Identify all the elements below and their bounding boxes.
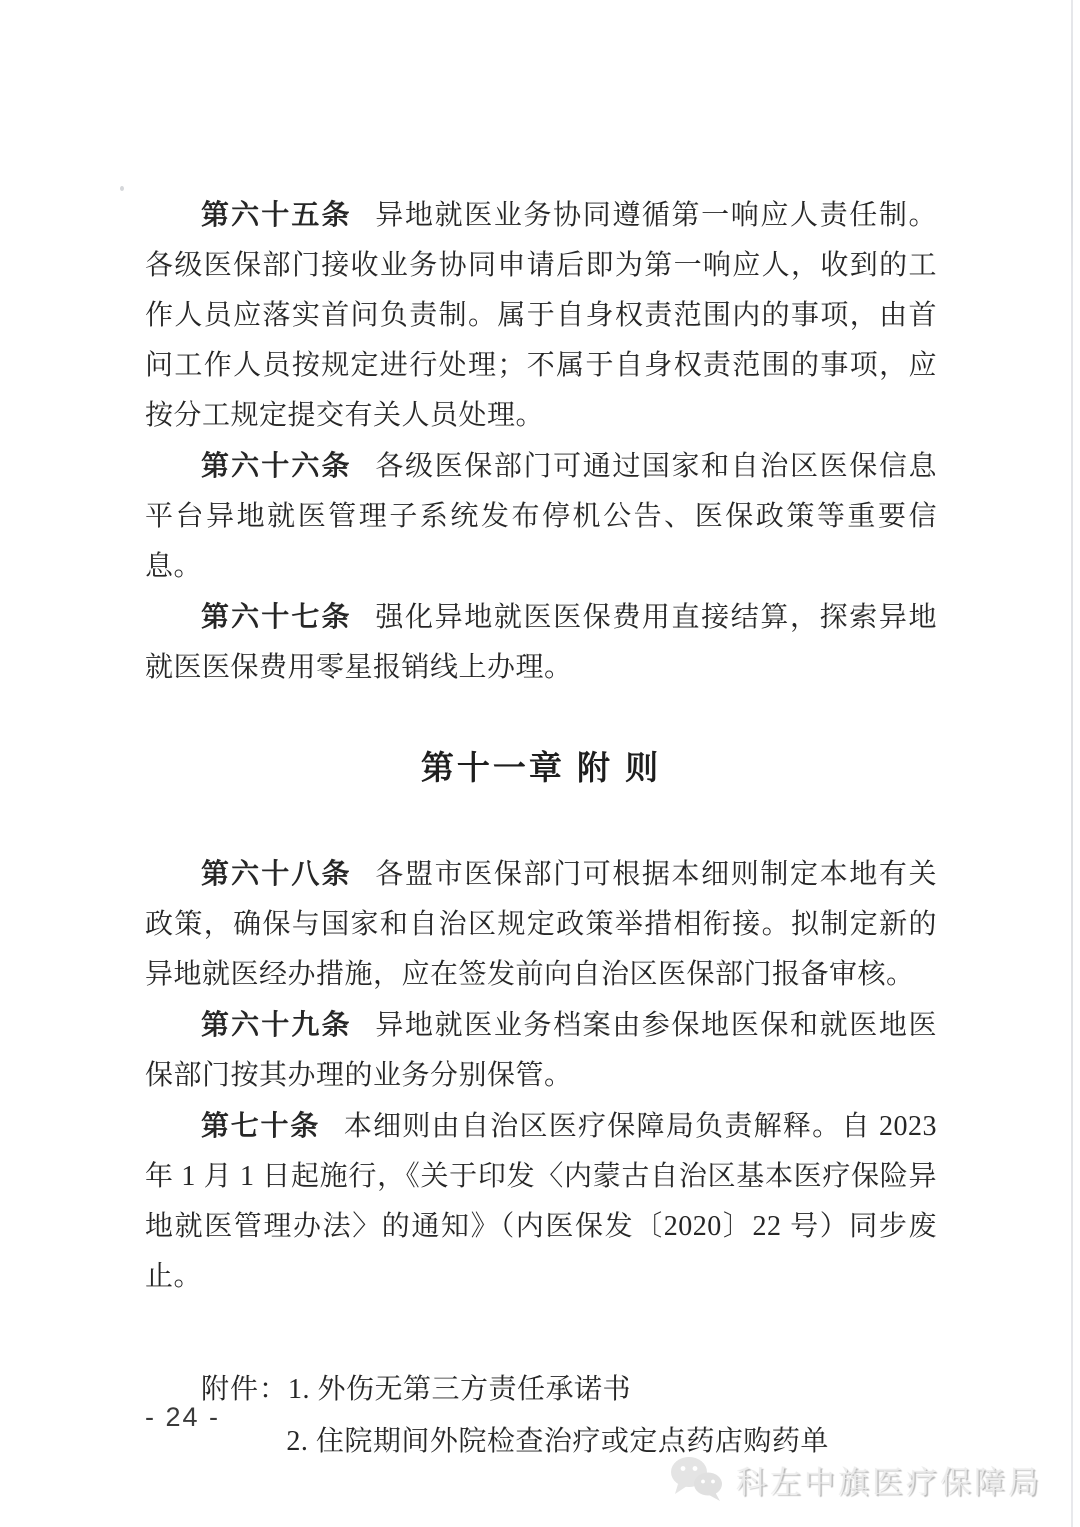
- article-paragraph-67: [145, 592, 937, 693]
- page-number: - 24 -: [145, 1402, 221, 1432]
- article-paragraph-69: [145, 1000, 937, 1101]
- scan-noise-speck: [120, 186, 124, 191]
- attachment-line: [201, 1364, 937, 1416]
- article-number: 第六十五条: [201, 199, 352, 230]
- article-text: 各级医保部门可通过国家和自治区医保信息平台异地就医管理子系统发布停机公告、医保政策等重要信息。: [145, 451, 937, 582]
- chapter-heading: 第十一章 附 则: [420, 749, 662, 786]
- article-text: 强化异地就医医保费用直接结算，探索异地就医医保费用零星报销线上办理。: [145, 602, 937, 683]
- article-paragraph-65: [145, 190, 937, 441]
- article-paragraph-68: [145, 849, 937, 1000]
- attachments-label: 附件：: [201, 1374, 289, 1405]
- article-number: 第六十八条: [201, 858, 352, 889]
- document-body: [145, 190, 937, 1468]
- article-text: 异地就医业务档案由参保地医保和就医地医保部门按其办理的业务分别保管。: [145, 1010, 937, 1091]
- article-paragraph-70: [145, 1101, 937, 1302]
- attachment-item-1: 1. 外伤无第三方责任承诺书: [288, 1374, 632, 1405]
- wechat-icon: [668, 1454, 726, 1504]
- attachment-item-2: 2. 住院期间外院检查治疗或定点药店购药单: [286, 1426, 829, 1457]
- watermark: [668, 1454, 1042, 1504]
- article-number: 第七十条: [201, 1110, 321, 1141]
- article-text: 异地就医业务协同遵循第一响应人责任制。各级医保部门接收业务协同申请后即为第一响应人，收到的工作人员应落实首问负责制。属于自身权责范围内的事项，由首问工作人员按规定进行处理；不属于自身权责范围的事项，应按分工规定提交有关人员处理。: [145, 200, 937, 431]
- article-text: 各盟市医保部门可根据本细则制定本地有关政策，确保与国家和自治区规定政策举措相衔接。拟制定新的异地就医经办措施，应在签发前向自治区医保部门报备审核。: [145, 859, 937, 990]
- article-paragraph-66: [145, 441, 937, 592]
- article-number: 第六十六条: [201, 450, 352, 481]
- attachments-block: [201, 1364, 937, 1468]
- article-number: 第六十七条: [201, 601, 352, 632]
- watermark-text: 科左中旗医疗保障局: [736, 1464, 1042, 1500]
- article-text: 本细则由自治区医疗保障局负责解释。自 2023 年 1 月 1 日起施行，《关于印发〈内蒙古自治区基本医疗保险异地就医管理办法〉的通知》（内医保发〔2020〕22 号）同步废止。: [145, 1111, 937, 1292]
- scan-edge-artifact: [1071, 0, 1073, 1527]
- article-number: 第六十九条: [201, 1009, 352, 1040]
